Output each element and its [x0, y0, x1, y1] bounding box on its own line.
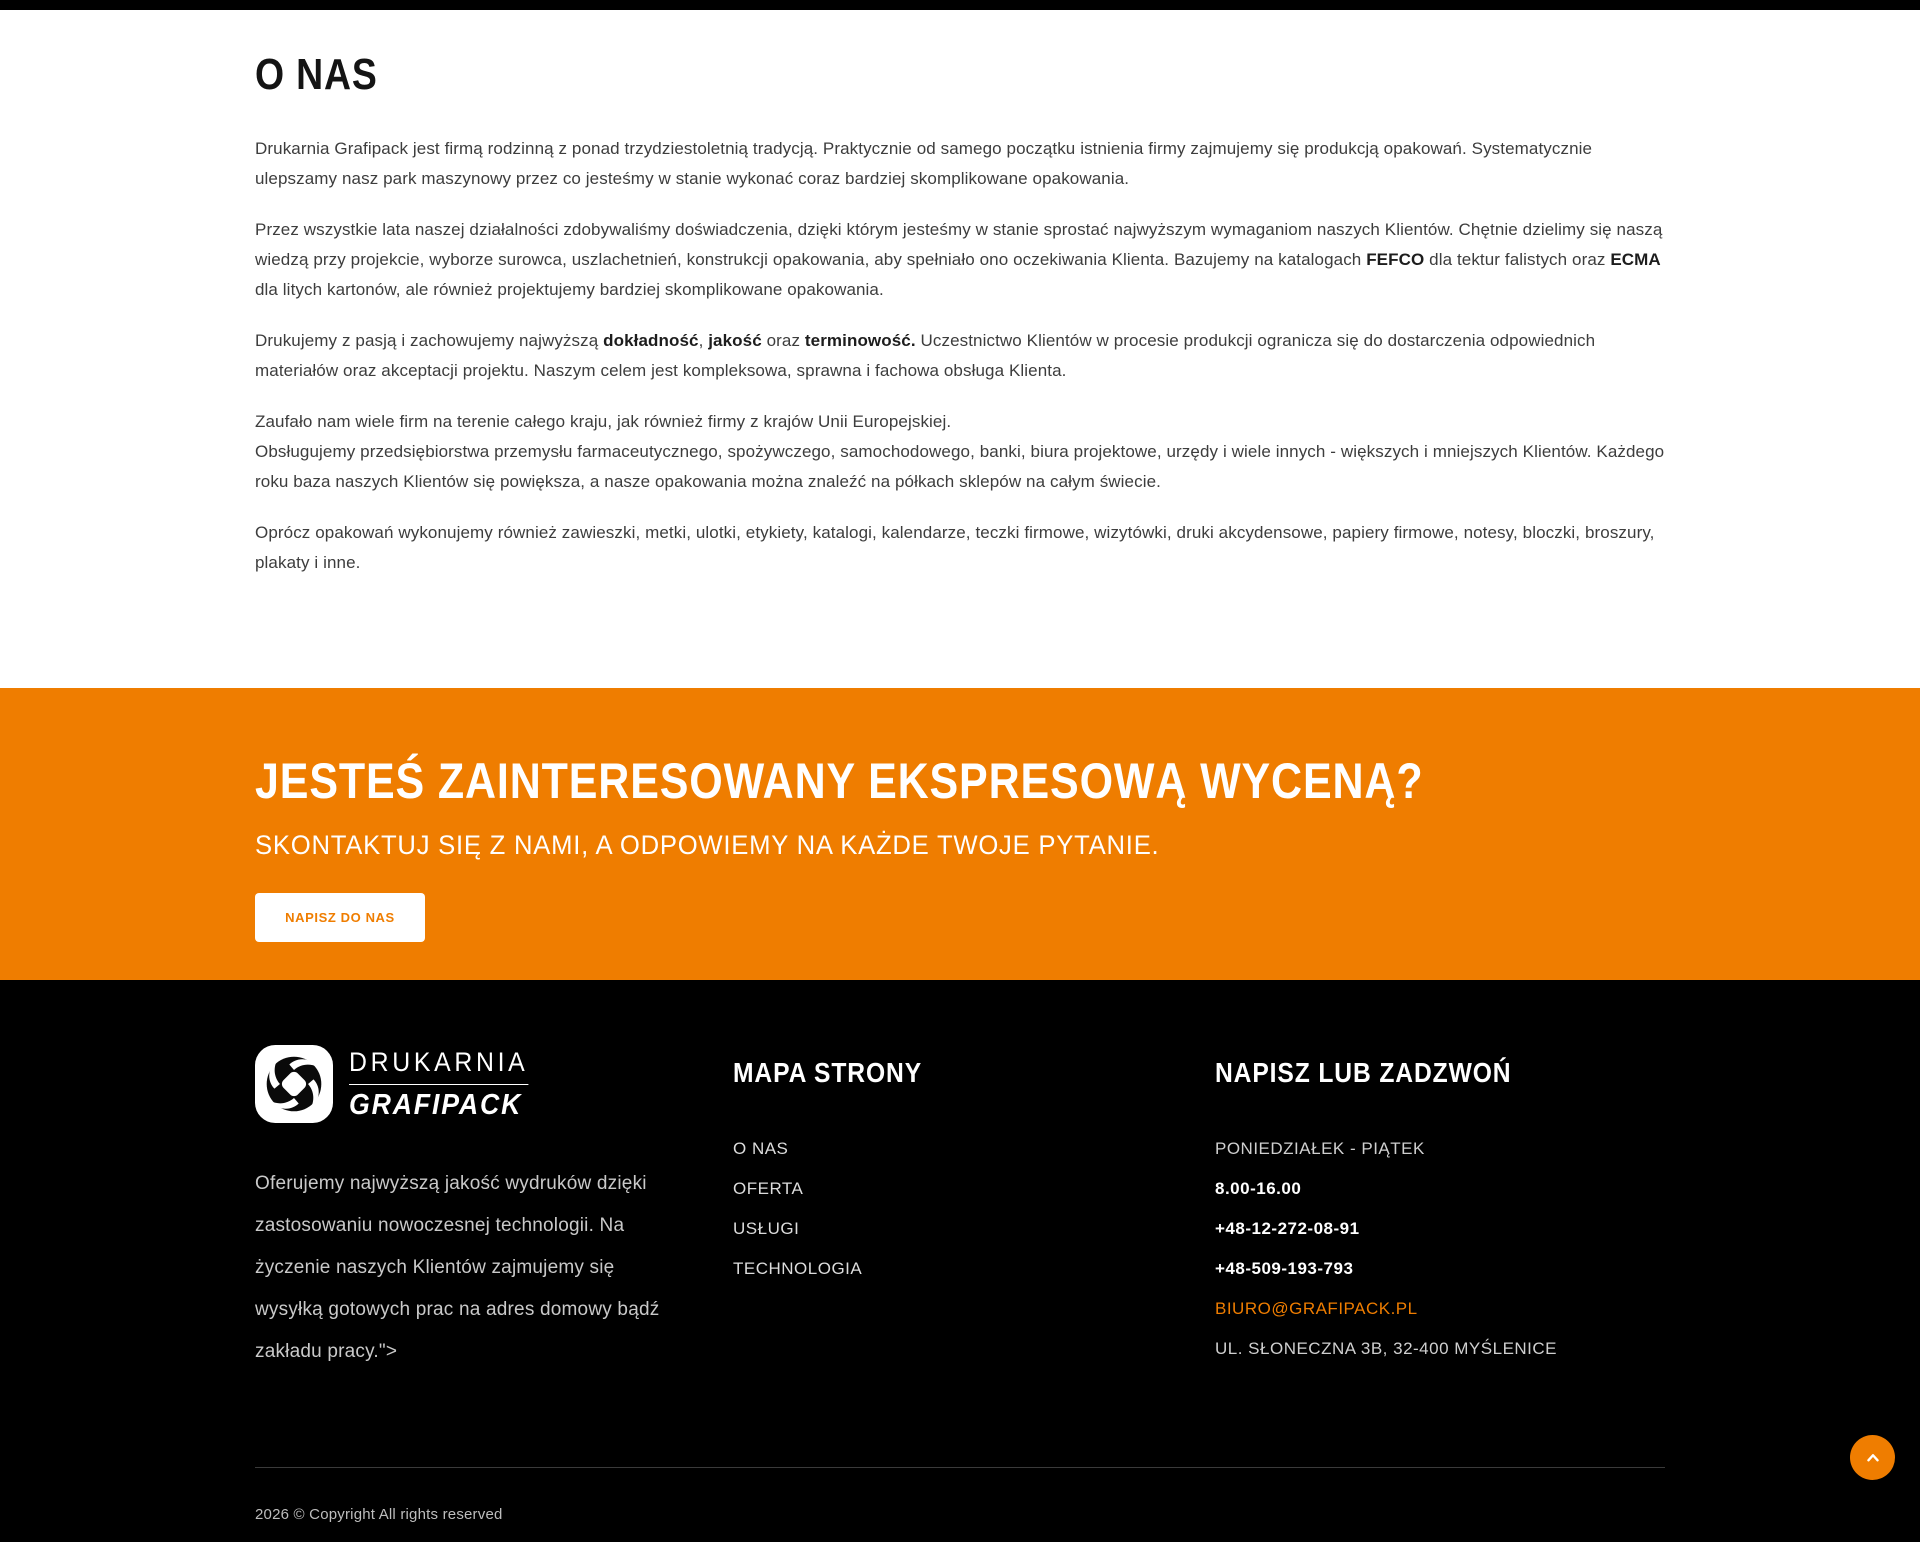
contact-address: UL. SŁONECZNA 3B, 32-400 MYŚLENICE — [1215, 1339, 1558, 1358]
logo-grafipack: GRAFIPACK — [349, 1088, 523, 1121]
page-title: O NAS — [255, 50, 378, 99]
about-paragraph-1: Drukarnia Grafipack jest firmą rodzinną z ponad trzydziestoletnią tradycją. Praktycznie od samego początku istnienia firmy zajmujemy się produkcją opakowań. Systematycznie ulepszamy nasz park maszynowy przez co jesteśmy w stanie wykonać coraz bardziej skomplikowane opakowania. — [255, 139, 1593, 188]
contact-phone-2: +48-509-193-793 — [1215, 1259, 1354, 1278]
about-paragraph-3: Drukujemy z pasją i zachowujemy najwyższą dokładność, jakość oraz terminowość. Uczestnictwo Klientów w procesie produkcji ogranicza się do dostarczenia odpowiednich materiałów oraz akceptacji projektu. Naszym celem jest kompleksowa, sprawna i fachowa obsługa Klienta. — [255, 331, 1596, 380]
footer-sitemap-column — [733, 1045, 1215, 1379]
footer-link-technologia[interactable]: TECHNOLOGIA — [733, 1259, 863, 1278]
footer-divider — [255, 1467, 1665, 1468]
logo-drukarnia: DRUKARNIA — [349, 1047, 528, 1085]
footer-logo[interactable] — [255, 1045, 733, 1123]
sitemap-title: MAPA STRONY — [733, 1057, 923, 1088]
footer-link-o-nas[interactable]: O NAS — [733, 1139, 789, 1158]
about-paragraph-4: Zaufało nam wiele firm na terenie całego kraju, jak również firmy z krajów Unii Europejskiej. Obsługujemy przedsiębiorstwa przemysłu farmaceutycznego, spożywczego, samochodowego, banki, biura projektowe, urzędy i wiele innych - większych i mniejszych Klientów. Każdego roku baza naszych Klientów się powiększa, a nasze opakowania można znaleźć na półkach sklepów na całym świecie. — [255, 412, 1665, 491]
contact-hours: 8.00-16.00 — [1215, 1179, 1302, 1198]
top-bar — [0, 0, 1920, 10]
about-paragraph-2: Przez wszystkie lata naszej działalności zdobywaliśmy doświadczenia, dzięki którym jesteśmy w stanie sprostać najwyższym wymaganiom naszych Klientów. Chętnie dzielimy się naszą wiedzą przy projekcie, wyborze surowca, uszlachetnień, konstrukcji opakowania, aby spełniało ono oczekiwania Klienta. Bazujemy na katalogach FEFCO dla tektur falistych oraz ECMA dla litych kartonów, ale również projektujemy bardziej skomplikowane opakowania. — [255, 220, 1663, 299]
footer-contact-column — [1215, 1045, 1665, 1379]
cta-section — [0, 688, 1920, 980]
footer-about-column — [255, 1045, 733, 1379]
about-section — [0, 10, 1920, 688]
footer-description: Oferujemy najwyższą jakość wydruków dzięki zastosowaniu nowoczesnej technologii. Na życzenie naszych Klientów zajmujemy się wysyłką gotowych prac na adres domowy bądź zakładu pracy."> — [255, 1173, 660, 1362]
about-paragraph-5: Oprócz opakowań wykonujemy również zawieszki, metki, ulotki, etykiety, katalogi, kalendarze, teczki firmowe, wizytówki, druki akcydensowe, papiery firmowe, notesy, bloczki, broszury, plakaty i inne. — [255, 523, 1655, 572]
scroll-to-top-button[interactable] — [1850, 1435, 1895, 1480]
write-to-us-button[interactable]: NAPISZ DO NAS — [255, 893, 425, 942]
contact-phone-1: +48-12-272-08-91 — [1215, 1219, 1360, 1238]
cta-subtitle: SKONTAKTUJ SIĘ Z NAMI, A ODPOWIEMY NA KAŻDE TWOJE PYTANIE. — [255, 830, 1160, 860]
contact-title: NAPISZ LUB ZADZWOŃ — [1215, 1057, 1512, 1088]
footer-link-oferta[interactable]: OFERTA — [733, 1179, 804, 1198]
footer — [0, 980, 1920, 1542]
copyright-text: 2026 © Copyright All rights reserved — [255, 1506, 503, 1523]
chevron-up-icon — [1862, 1447, 1884, 1469]
footer-link-uslugi[interactable]: USŁUGI — [733, 1219, 800, 1238]
contact-days: PONIEDZIAŁEK - PIĄTEK — [1215, 1139, 1425, 1158]
footer-logo-text — [349, 1047, 544, 1122]
cta-title: JESTEŚ ZAINTERESOWANY EKSPRESOWĄ WYCENĄ? — [255, 753, 1424, 809]
contact-email-link[interactable]: BIURO@GRAFIPACK.PL — [1215, 1299, 1418, 1318]
grafipack-logo-icon — [255, 1045, 333, 1123]
